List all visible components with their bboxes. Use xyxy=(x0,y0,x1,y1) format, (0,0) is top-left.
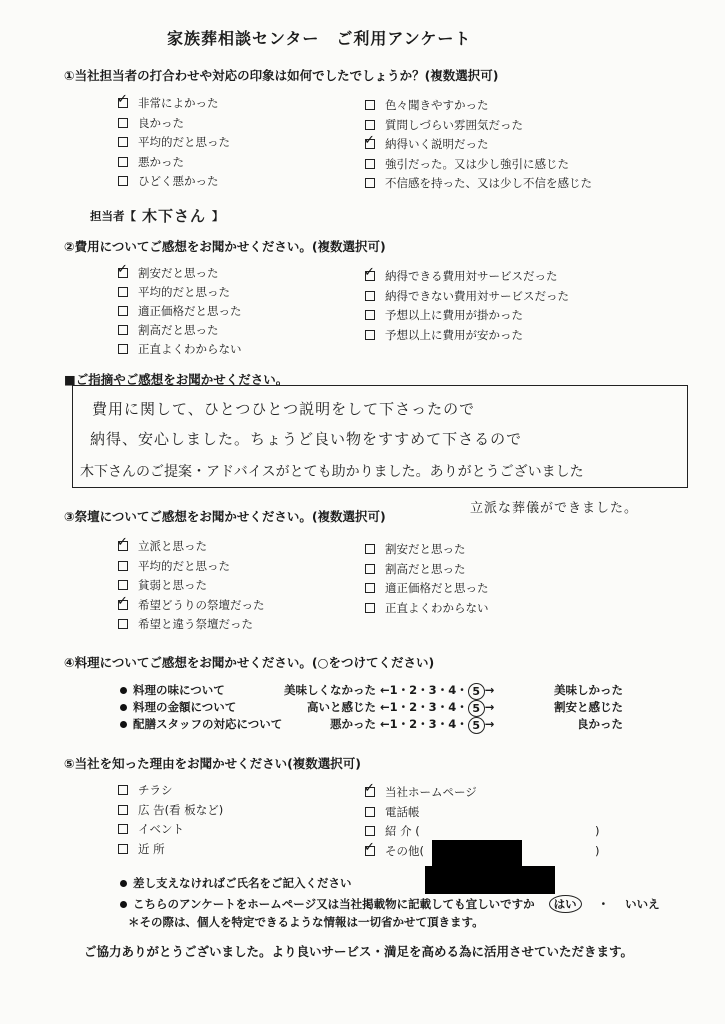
page-title: 家族葬相談センター ご利用アンケート xyxy=(167,29,472,48)
closing-paren: ) xyxy=(595,824,600,838)
option-row[interactable] xyxy=(364,265,558,284)
option-label: 納得できない費用対サービスだった xyxy=(385,288,569,303)
option-row[interactable] xyxy=(117,535,207,554)
option-label: 良かった xyxy=(138,115,184,130)
checked-checkbox[interactable] xyxy=(117,593,128,610)
option-row[interactable] xyxy=(364,133,489,152)
option-row[interactable] xyxy=(365,541,466,557)
checked-checkbox[interactable] xyxy=(117,262,128,278)
check-icon: ✓ xyxy=(117,535,128,550)
rating-option[interactable]: 2 xyxy=(409,717,418,731)
option-row[interactable] xyxy=(118,802,223,818)
option-label: 正直よくわからない xyxy=(138,342,242,356)
checkbox[interactable] xyxy=(365,564,375,574)
checked-checkbox[interactable] xyxy=(364,265,375,281)
option-label: 平均的だと思った xyxy=(138,285,230,299)
option-row[interactable] xyxy=(118,322,219,338)
comment-line-4: 立派な葬儀ができました。 xyxy=(470,501,639,516)
option-row[interactable] xyxy=(365,117,523,133)
option-label: チラシ xyxy=(138,783,173,797)
staff-line xyxy=(90,205,224,226)
rating-option[interactable]: 2 xyxy=(409,683,418,697)
food-high-label: 良かった xyxy=(577,717,623,731)
option-row[interactable] xyxy=(365,561,466,577)
comment-line-3: 木下さんのご提案・アドバイスがとても助かりました。ありがとうございました xyxy=(80,464,584,480)
checkbox[interactable] xyxy=(365,310,375,320)
publish-line xyxy=(120,895,660,913)
option-row[interactable] xyxy=(118,115,184,131)
checkbox[interactable] xyxy=(365,826,375,836)
option-label: 近 所 xyxy=(138,841,165,856)
option-row[interactable] xyxy=(117,593,265,613)
check-icon: ✓ xyxy=(364,265,375,280)
checkbox[interactable] xyxy=(118,561,128,571)
option-label: 広 告(看 板など) xyxy=(138,802,224,817)
food-low-label: 美味しくなかった xyxy=(284,683,376,697)
option-label: 割安だと思った xyxy=(385,542,466,556)
option-row[interactable] xyxy=(118,154,184,170)
rating-option[interactable]: 1 xyxy=(389,700,398,714)
selected-rating[interactable]: 5 xyxy=(468,717,485,734)
option-row[interactable] xyxy=(365,288,569,304)
bullet-icon xyxy=(120,721,127,728)
q5-heading: ⑤当社を知った理由をお聞かせください(複数選択可) xyxy=(64,756,362,771)
bullet-icon xyxy=(120,704,127,711)
option-label: 色々聞きやすかった xyxy=(385,98,489,112)
q1-heading: ①当社担当者の打合わせや対応の印象は如何でしたでしょうか？(複数選択可) xyxy=(64,68,499,83)
name-prompt: 差し支えなければご氏名をご記入ください xyxy=(133,876,352,890)
option-label: 平均的だと思った xyxy=(138,558,230,573)
option-label: イベント xyxy=(138,822,184,836)
option-label: 非常によかった xyxy=(138,96,219,110)
checked-checkbox[interactable] xyxy=(364,133,375,149)
staff-close: 】 xyxy=(212,208,224,223)
option-label: 適正価格だと思った xyxy=(385,581,489,595)
q4-heading: ④料理についてご感想をお聞かせください。(○をつけてください) xyxy=(64,655,435,670)
option-row[interactable] xyxy=(118,577,207,593)
selected-rating[interactable]: 5 xyxy=(468,683,485,700)
rating-option[interactable]: 3 xyxy=(428,700,437,714)
checkbox[interactable] xyxy=(365,807,375,817)
checkbox[interactable] xyxy=(118,157,128,167)
option-label: 当社ホームページ xyxy=(385,785,477,799)
publish-yes-option[interactable]: はい xyxy=(549,895,582,913)
publish-separator: ・ xyxy=(597,897,610,911)
food-low-label: 悪かった xyxy=(330,717,376,731)
option-label: 電話帳 xyxy=(385,804,420,819)
rating-scale[interactable]: ←1・2・3・4・ 5 → xyxy=(380,683,495,698)
rating-option[interactable]: 2 xyxy=(409,700,418,714)
checkbox[interactable] xyxy=(118,824,128,834)
check-icon: ✓ xyxy=(364,781,375,796)
checkbox[interactable] xyxy=(118,287,128,297)
q3-heading: ③祭壇についてご感想をお聞かせください。(複数選択可) xyxy=(64,509,386,524)
rating-option[interactable]: 3 xyxy=(428,683,437,697)
option-label: 立派と思った xyxy=(138,539,207,553)
publish-question: こちらのアンケートをホームページ又は当社掲載物に記載しても宜しいですか xyxy=(133,897,535,911)
checkbox[interactable] xyxy=(118,176,128,186)
name-prompt-line xyxy=(120,875,352,891)
food-high-label: 割安と感じた xyxy=(554,700,623,714)
checked-checkbox[interactable] xyxy=(117,92,128,108)
food-item: 料理の金額について xyxy=(133,700,237,714)
option-row[interactable] xyxy=(117,262,219,281)
option-label: その他( xyxy=(385,843,424,858)
option-row[interactable] xyxy=(118,841,165,857)
food-item: 配膳スタッフの対応について xyxy=(133,717,283,731)
option-row[interactable] xyxy=(364,781,477,800)
rating-option[interactable]: 1 xyxy=(389,717,398,731)
food-row xyxy=(120,699,236,715)
option-label: 割高だと思った xyxy=(385,561,466,576)
option-label: 平均的だと思った xyxy=(138,135,230,149)
option-row[interactable] xyxy=(365,580,489,596)
food-row xyxy=(120,682,225,698)
option-label: ひどく悪かった xyxy=(138,174,219,188)
option-row[interactable] xyxy=(365,327,523,343)
option-label: 適正価格だと思った xyxy=(138,304,242,318)
checkbox[interactable] xyxy=(118,580,128,590)
checkbox[interactable] xyxy=(118,805,128,815)
rating-option[interactable]: 4 xyxy=(448,717,457,731)
publish-no-option[interactable]: いいえ xyxy=(625,897,660,911)
bullet-icon xyxy=(120,901,127,908)
rating-scale[interactable]: ←1・2・3・4・ 5 → xyxy=(380,717,495,732)
check-icon: ✓ xyxy=(364,133,375,148)
option-row[interactable] xyxy=(118,303,242,319)
checkbox[interactable] xyxy=(365,159,375,169)
food-item: 料理の味について xyxy=(133,683,225,697)
check-icon: ✓ xyxy=(117,593,128,609)
check-icon: ✓ xyxy=(364,839,375,855)
redaction-name xyxy=(425,866,555,894)
option-row[interactable] xyxy=(365,804,420,820)
option-label: 悪かった xyxy=(138,154,184,169)
option-row[interactable] xyxy=(118,821,184,837)
option-row[interactable] xyxy=(118,558,230,574)
option-row[interactable] xyxy=(365,156,569,172)
option-row[interactable] xyxy=(365,175,592,191)
option-label: 割高だと思った xyxy=(138,323,219,337)
option-row[interactable] xyxy=(364,839,600,859)
comment-line-1: 費用に関して、ひとつひとつ説明をして下さったので xyxy=(92,400,476,418)
food-row xyxy=(120,716,282,732)
footer-thanks: ご協力ありがとうございました。より良いサービス・満足を高める為に活用させていただきます。 xyxy=(84,944,634,959)
checkbox[interactable] xyxy=(118,325,128,335)
option-row[interactable] xyxy=(365,307,523,323)
option-label: 予想以上に費用が安かった xyxy=(385,327,523,342)
checkbox[interactable] xyxy=(118,844,128,854)
option-label: 納得できる費用対サービスだった xyxy=(385,269,558,283)
option-row[interactable] xyxy=(365,823,600,839)
checkbox[interactable] xyxy=(118,344,128,354)
option-row[interactable] xyxy=(365,600,489,616)
rating-option[interactable]: 4 xyxy=(448,700,457,714)
q2-heading: ②費用についてご感想をお聞かせください。(複数選択可) xyxy=(64,239,386,254)
checkbox[interactable] xyxy=(365,544,375,554)
checked-checkbox[interactable] xyxy=(117,535,128,551)
option-row[interactable] xyxy=(118,173,219,189)
checkbox[interactable] xyxy=(118,619,128,629)
checkbox[interactable] xyxy=(365,583,375,593)
option-label: 質問しづらい雰囲気だった xyxy=(385,117,523,132)
checkbox[interactable] xyxy=(365,120,375,130)
staff-name[interactable]: 木下さん xyxy=(142,207,207,225)
checkbox[interactable] xyxy=(118,118,128,128)
option-label: 割安だと思った xyxy=(138,266,219,280)
option-row[interactable] xyxy=(118,341,242,357)
checkbox[interactable] xyxy=(365,178,375,188)
checked-checkbox[interactable] xyxy=(364,839,375,856)
selected-rating[interactable]: 5 xyxy=(468,700,485,717)
option-label: 強引だった。又は少し強引に感じた xyxy=(385,156,569,171)
checkbox[interactable] xyxy=(365,330,375,340)
checkbox[interactable] xyxy=(365,291,375,301)
option-row[interactable] xyxy=(118,782,173,798)
checked-checkbox[interactable] xyxy=(364,781,375,797)
option-label: 予想以上に費用が掛かった xyxy=(385,308,523,322)
checkbox[interactable] xyxy=(118,137,128,147)
option-row[interactable] xyxy=(365,97,489,113)
option-row[interactable] xyxy=(118,134,230,150)
option-label: 貧弱と思った xyxy=(138,578,207,592)
comments-heading: ■ご指摘やご感想をお聞かせください。 xyxy=(64,372,289,387)
option-row[interactable] xyxy=(117,92,219,111)
closing-paren: ) xyxy=(595,843,600,858)
option-label: 紹 介 ( xyxy=(385,824,420,838)
bullet-icon xyxy=(120,687,127,694)
food-low-label: 高いと感じた xyxy=(307,700,376,714)
option-row[interactable] xyxy=(118,616,253,632)
checkbox[interactable] xyxy=(365,100,375,110)
comment-line-2: 納得、安心しました。ちょうど良い物をすすめて下さるので xyxy=(90,430,523,448)
rating-option[interactable]: 4 xyxy=(448,683,457,697)
check-icon: ✓ xyxy=(117,262,128,277)
option-label: 納得いく説明だった xyxy=(385,137,489,151)
checkbox[interactable] xyxy=(118,306,128,316)
publish-note: ＊その際は、個人を特定できるような情報は一切省かせて頂きます。 xyxy=(128,915,484,929)
food-high-label: 美味しかった xyxy=(554,683,623,697)
bullet-icon xyxy=(120,880,127,887)
option-row[interactable] xyxy=(118,284,230,300)
check-icon: ✓ xyxy=(117,92,128,107)
option-label: 希望どうりの祭壇だった xyxy=(138,597,265,612)
option-label: 正直よくわからない xyxy=(385,600,489,615)
option-label: 希望と違う祭壇だった xyxy=(138,617,253,631)
option-label: 不信感を持った、又は少し不信を感じた xyxy=(385,176,592,190)
rating-option[interactable]: 1 xyxy=(389,683,398,697)
rating-scale[interactable]: ←1・2・3・4・ 5 → xyxy=(380,700,495,715)
checkbox[interactable] xyxy=(118,785,128,795)
checkbox[interactable] xyxy=(365,603,375,613)
staff-label: 担当者【 xyxy=(90,208,136,223)
rating-option[interactable]: 3 xyxy=(428,717,437,731)
